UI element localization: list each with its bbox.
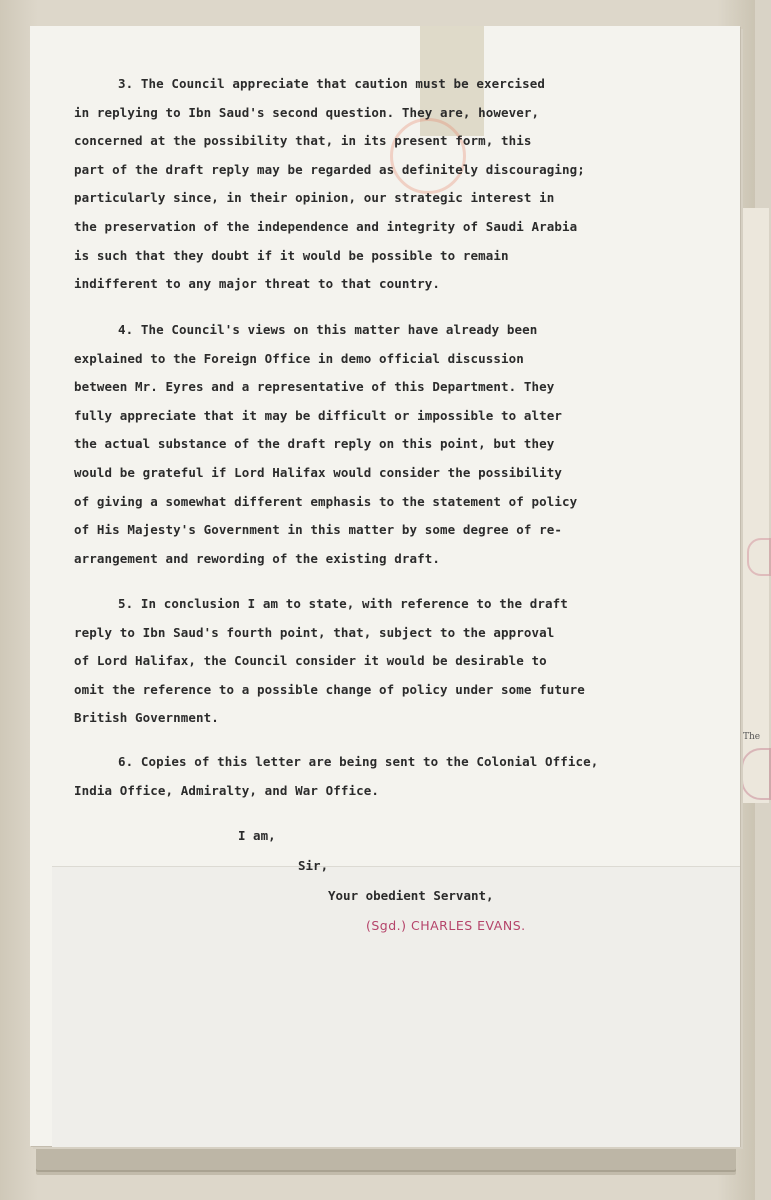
text-line: fully appreciate that it may be difficult or impossible to alter (74, 407, 563, 423)
text-line: of Lord Halifax, the Council consider it would be desirable to (74, 653, 547, 669)
text-line: reply to Ibn Saud's fourth point, that, subject to the approval (74, 624, 555, 640)
text-line: of His Majesty's Government in this matter by some degree of re- (74, 522, 563, 538)
text-line: omit the reference to a possible change of policy under some future (74, 681, 585, 697)
text-line: the actual substance of the draft reply on this point, but they (74, 436, 555, 452)
paragraph-4 (74, 316, 694, 573)
text-line: 4. The Council's views on this matter have already been (118, 322, 538, 337)
text-line: 3. The Council appreciate that caution must be exercised (118, 76, 546, 91)
letter-page (30, 26, 740, 1146)
text-line: British Government. (74, 710, 219, 726)
text-line: between Mr. Eyres and a representative of this Department. They (74, 379, 555, 395)
adjacent-sheet-text: The (743, 732, 761, 742)
paragraph-5 (74, 590, 694, 733)
text-line: part of the draft reply may be regarded as definitely discouraging; (74, 161, 585, 177)
text-line: 6. Copies of this letter are being sent to the Colonial Office, (118, 754, 599, 769)
stamp-fragment (741, 748, 771, 800)
text-line: explained to the Foreign Office in demo official discussion (74, 350, 524, 366)
text-line: concerned at the possibility that, in its present form, this (74, 133, 532, 149)
text-line: in replying to Ibn Saud's second question. They are, however, (74, 104, 540, 120)
text-line: would be grateful if Lord Halifax would consider the possibility (74, 464, 563, 480)
adjacent-sheet (738, 208, 769, 803)
text-line: of giving a somewhat different emphasis to the statement of policy (74, 493, 578, 509)
text-line: indifferent to any major threat to that country. (74, 276, 441, 292)
text-line: is such that they doubt if it would be possible to remain (74, 247, 509, 263)
text-line: the preservation of the independence and integrity of Saudi Arabia (74, 218, 578, 234)
stamp-fragment (747, 538, 771, 576)
text-line: India Office, Admiralty, and War Office. (74, 782, 380, 798)
closing-salutation: Sir, (298, 858, 329, 873)
signature-stamp: (Sgd.) CHARLES EVANS. (366, 918, 526, 933)
text-line: arrangement and rewording of the existing draft. (74, 550, 441, 566)
closing-i-am: I am, (238, 828, 276, 843)
paragraph-6 (74, 748, 694, 805)
underlying-sheet (52, 866, 740, 1147)
closing-servant: Your obedient Servant, (328, 888, 494, 903)
text-line: 5. In conclusion I am to state, with reference to the draft (118, 596, 568, 611)
paragraph-3 (74, 70, 694, 299)
text-line: particularly since, in their opinion, our strategic interest in (74, 190, 555, 206)
